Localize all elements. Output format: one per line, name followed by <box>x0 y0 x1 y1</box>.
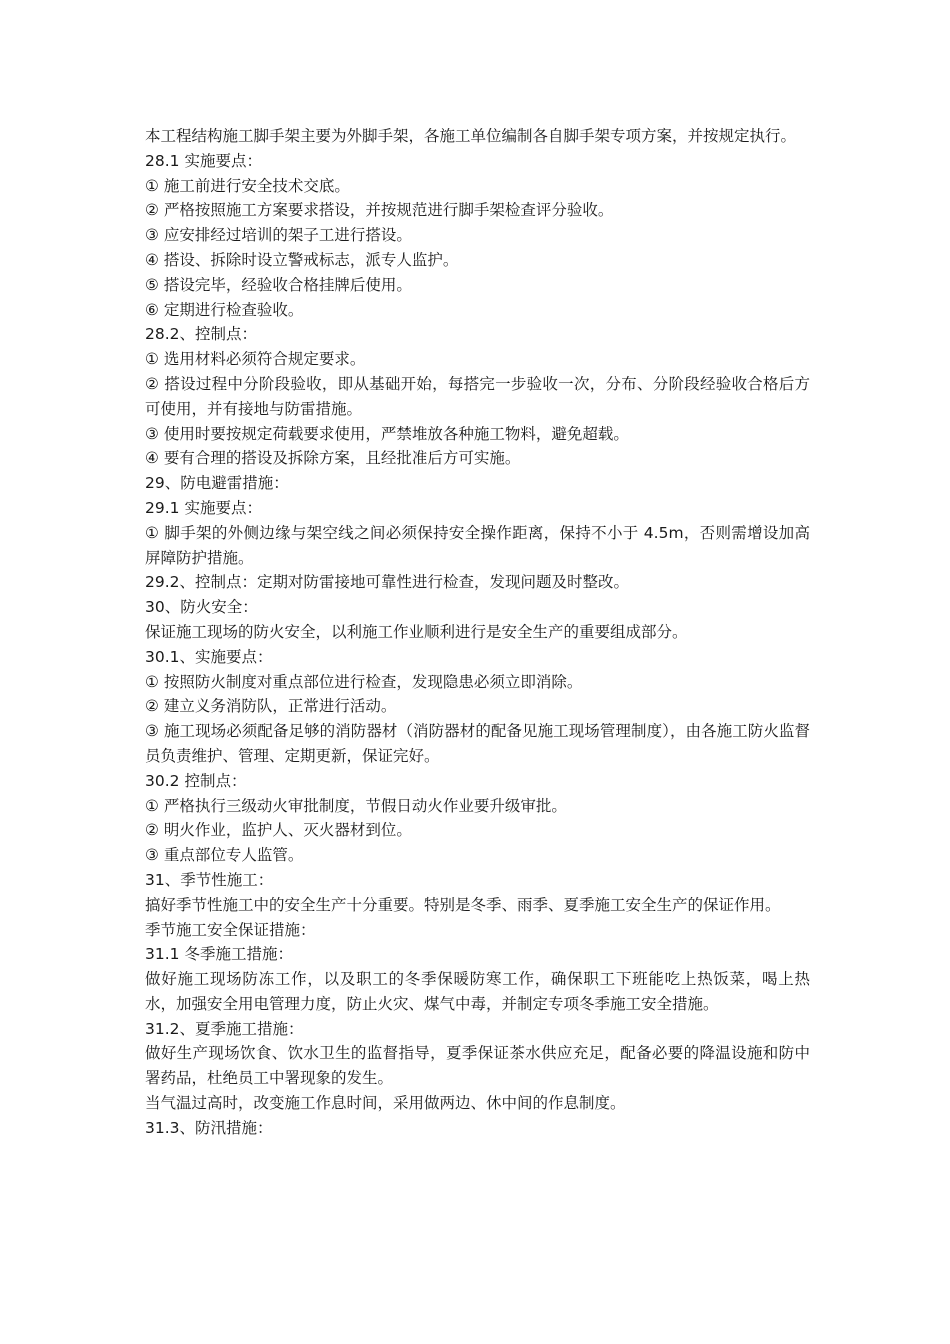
heading-30: 30、防火安全： <box>145 598 258 617</box>
paragraph: 做好施工现场防冻工作，以及职工的冬季保暖防寒工作，确保职工下班能吃上热饭菜，喝上热水，加强安全用电管理力度，防止火灾、煤气中毒，并制定专项冬季施工安全措施。 <box>145 970 810 1013</box>
heading-31-2: 31.2、夏季施工措施： <box>145 1019 304 1038</box>
heading-30-1: 30.1、实施要点： <box>145 647 273 666</box>
heading-29: 29、防电避雷措施： <box>145 474 289 493</box>
list-item: ③ 重点部位专人监管。 <box>145 846 304 865</box>
list-item: ⑤ 搭设完毕，经验收合格挂牌后使用。 <box>145 275 412 294</box>
list-item: ④ 要有合理的搭设及拆除方案，且经批准后方可实施。 <box>145 449 521 468</box>
heading-31-3: 31.3、防汛措施： <box>145 1118 273 1137</box>
list-item: ③ 施工现场必须配备足够的消防器材（消防器材的配备见施工现场管理制度），由各施工防火监督员负责维护、管理、定期更新，保证完好。 <box>145 722 810 765</box>
paragraph: 保证施工现场的防火安全，以利施工作业顺利进行是安全生产的重要组成部分。 <box>145 622 688 641</box>
heading-31-1: 31.1 冬季施工措施： <box>145 945 293 964</box>
document-body <box>145 124 810 1141</box>
list-item: ② 搭设过程中分阶段验收，即从基础开始，每搭完一步验收一次，分布、分阶段经验收合格后方可使用，并有接地与防雷措施。 <box>145 374 810 418</box>
list-item: ① 选用材料必须符合规定要求。 <box>145 350 366 369</box>
list-item: ② 严格按照施工方案要求搭设，并按规范进行脚手架检查评分验收。 <box>145 201 614 220</box>
list-item: ① 脚手架的外侧边缘与架空线之间必须保持安全操作距离，保持不小于 4.5m，否则需增设加高屏障防护措施。 <box>145 523 810 567</box>
heading-31: 31、季节性施工： <box>145 870 274 889</box>
heading-29-2: 29.2、控制点：定期对防雷接地可靠性进行检查，发现问题及时整改。 <box>145 573 630 592</box>
heading-30-2: 30.2 控制点： <box>145 771 247 790</box>
paragraph: 季节施工安全保证措施： <box>145 920 316 939</box>
paragraph-intro: 本工程结构施工脚手架主要为外脚手架，各施工单位编制各自脚手架专项方案，并按规定执行。 <box>145 127 797 145</box>
list-item: ⑥ 定期进行检查验收。 <box>145 300 304 319</box>
list-item: ③ 应安排经过培训的架子工进行搭设。 <box>145 226 412 245</box>
heading-28-2: 28.2、控制点： <box>145 325 258 344</box>
list-item: ③ 使用时要按规定荷载要求使用，严禁堆放各种施工物料，避免超载。 <box>145 424 629 443</box>
list-item: ① 按照防火制度对重点部位进行检查，发现隐患必须立即消除。 <box>145 672 583 691</box>
paragraph: 做好生产现场饮食、饮水卫生的监督指导，夏季保证茶水供应充足，配备必要的降温设施和防中署药品，杜绝员工中署现象的发生。 <box>145 1044 810 1088</box>
heading-28-1: 28.1 实施要点： <box>145 151 262 170</box>
list-item: ① 严格执行三级动火审批制度，节假日动火作业要升级审批。 <box>145 796 567 815</box>
paragraph: 当气温过高时，改变施工作息时间，采用做两边、休中间的作息制度。 <box>145 1094 626 1113</box>
list-item: ② 建立义务消防队，正常进行活动。 <box>145 697 397 716</box>
heading-29-1: 29.1 实施要点： <box>145 498 262 517</box>
list-item: ② 明火作业，监护人、灭火器材到位。 <box>145 821 412 840</box>
paragraph: 搞好季节性施工中的安全生产十分重要。特别是冬季、雨季、夏季施工安全生产的保证作用。 <box>145 895 781 914</box>
list-item: ④ 搭设、拆除时设立警戒标志，派专人监护。 <box>145 250 459 269</box>
list-item: ① 施工前进行安全技术交底。 <box>145 176 350 195</box>
